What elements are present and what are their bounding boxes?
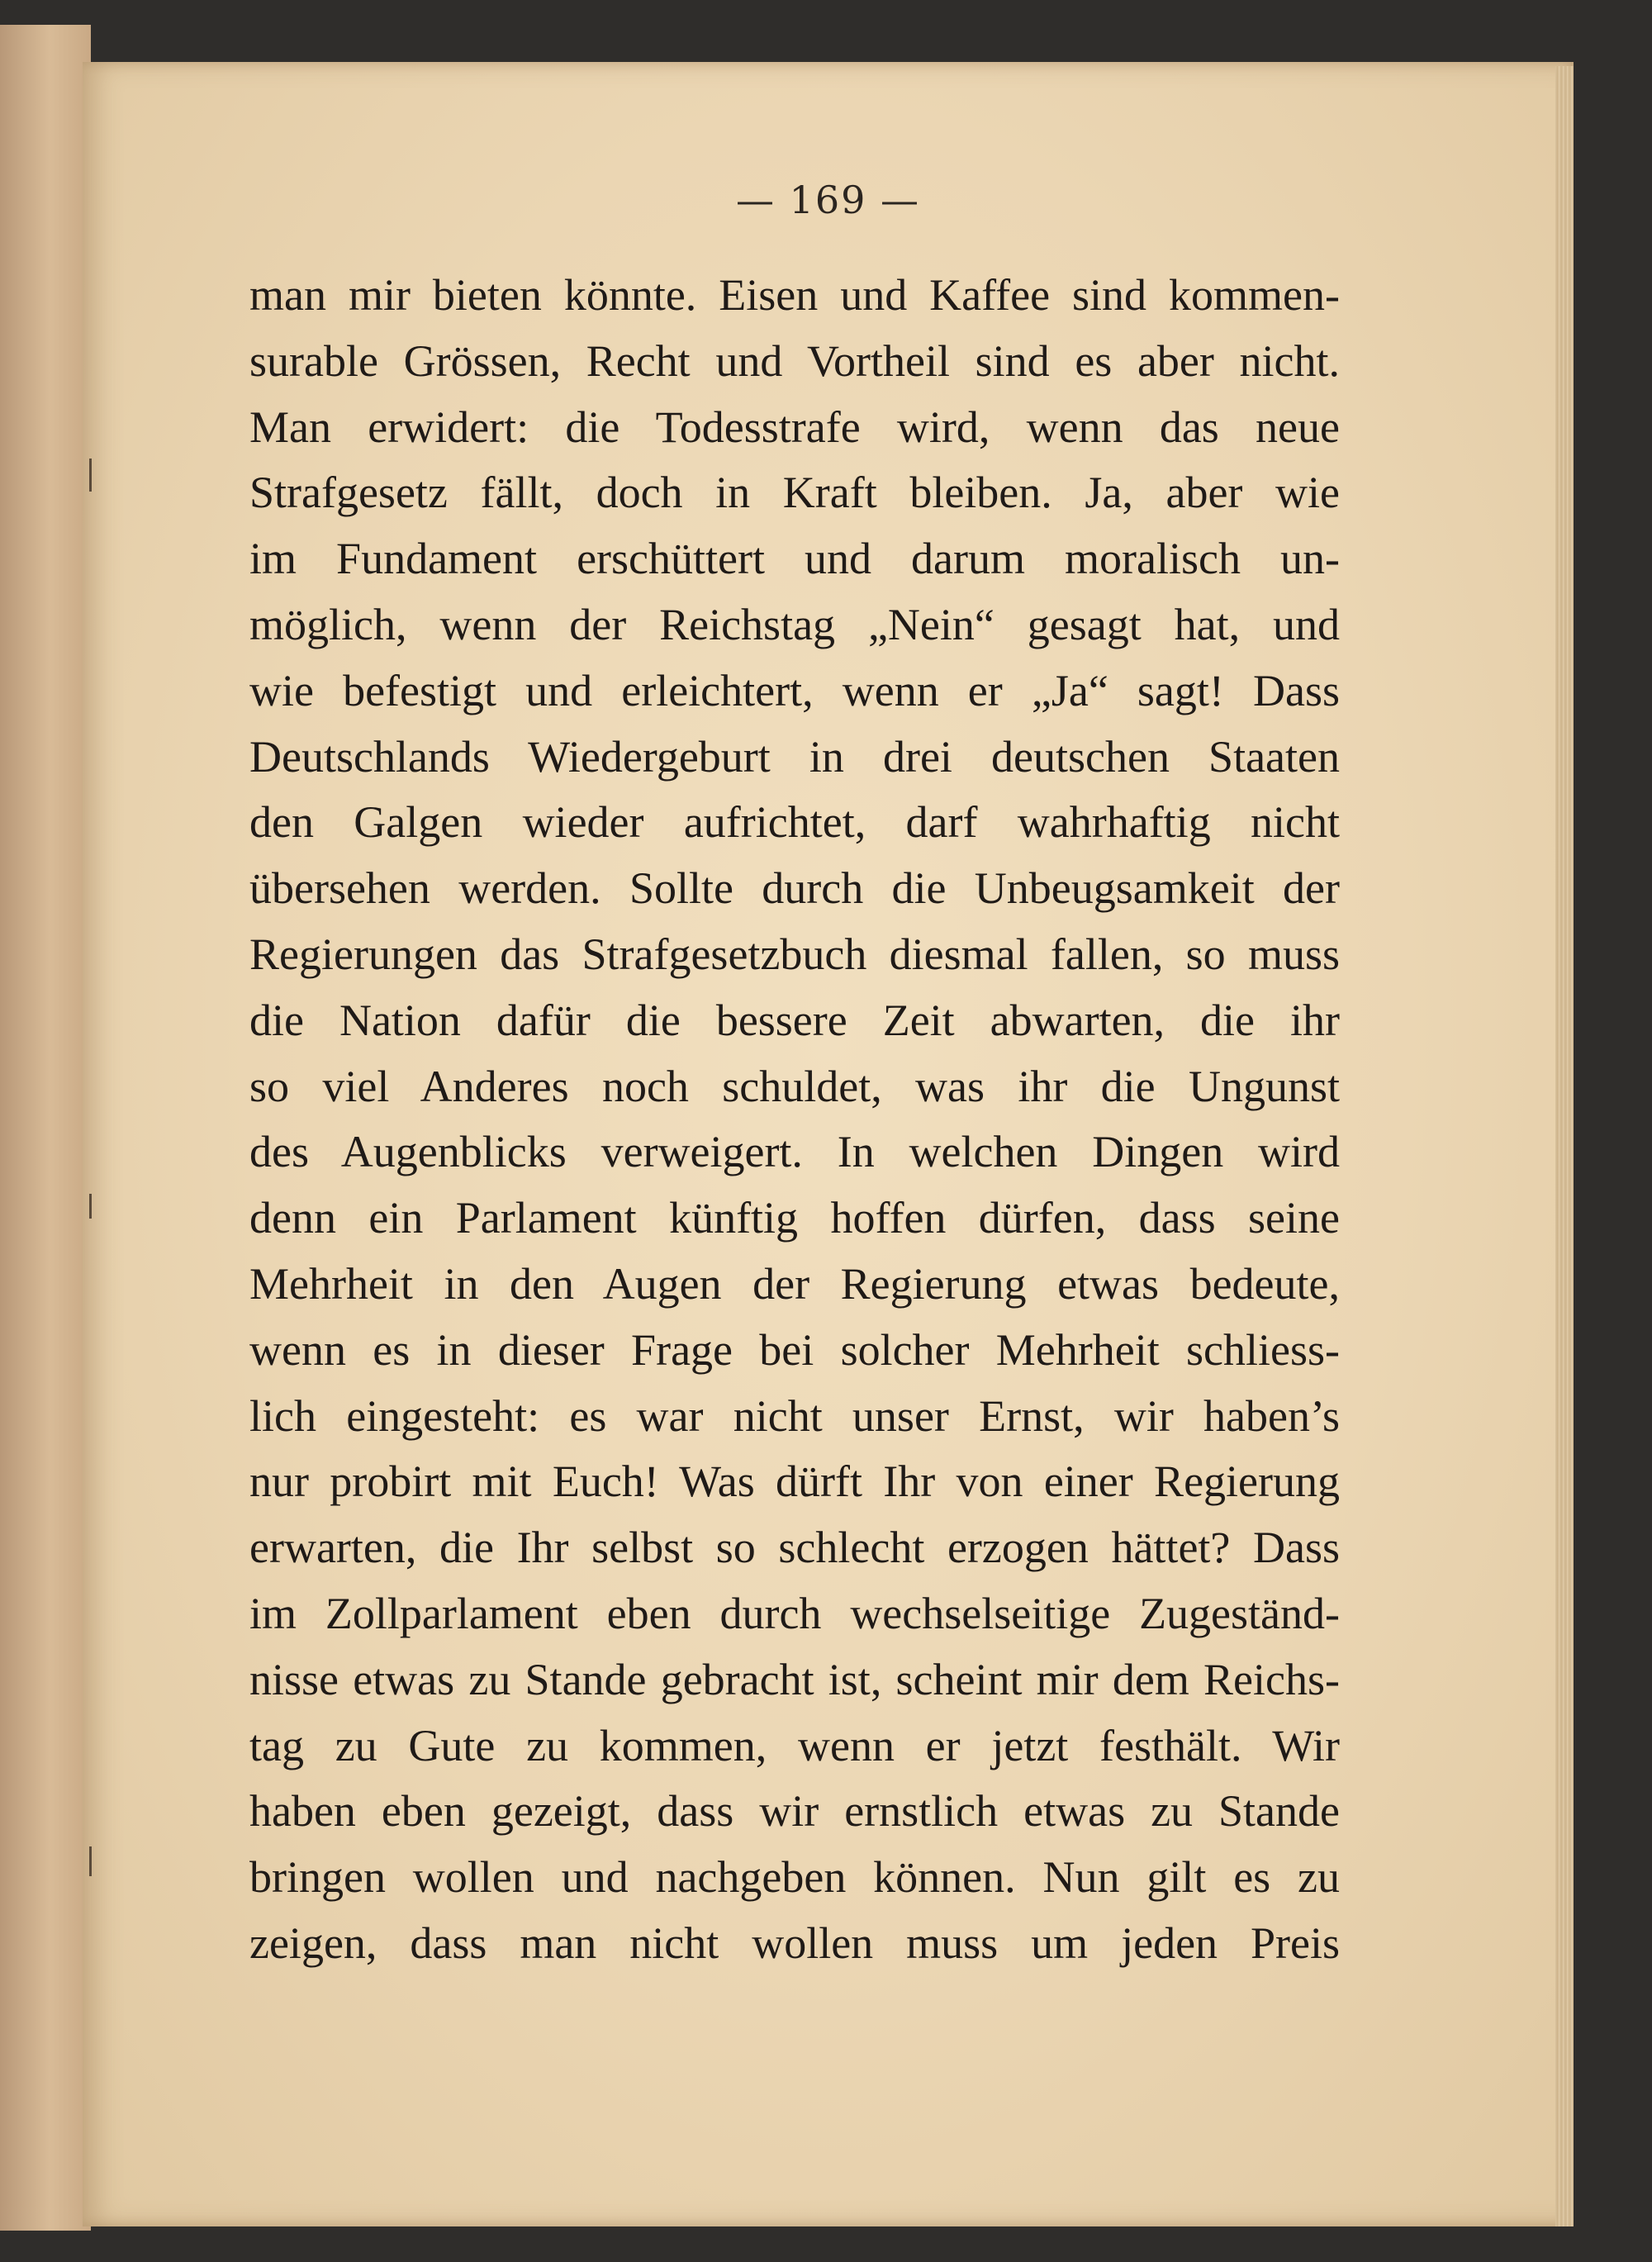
text-line: denn ein Parlament künftig hoffen dürfen, dass seine [249, 1193, 1340, 1243]
text-line: bringen wollen und nachgeben können. Nun gilt es zu [249, 1852, 1340, 1903]
text-line: im Fundament erschüttert und darum moralisch un- [249, 534, 1340, 584]
text-line: erwarten, die Ihr selbst so schlecht erzogen hättet? Dass [249, 1523, 1340, 1573]
text-line: übersehen werden. Sollte durch die Unbeugsamkeit der [249, 863, 1340, 914]
page-stack-edge [1555, 66, 1574, 2226]
text-line: den Galgen wieder aufrichtet, darf wahrhaftig nicht [249, 797, 1340, 848]
text-line: möglich, wenn der Reichstag „Nein“ gesagt hat, und [249, 599, 1340, 649]
text-line: tag zu Gute zu kommen, wenn er jetzt festhält. Wir [249, 1720, 1340, 1770]
text-line: Regierungen das Strafgesetzbuch diesmal fallen, so muss [249, 929, 1340, 979]
text-line: des Augenblicks verweigert. In welchen Dingen wird [249, 1127, 1340, 1177]
text-line: wenn es in dieser Frage bei solcher Mehrheit schliess- [249, 1324, 1340, 1375]
text-line: surable Grössen, Recht und Vortheil sind es aber nicht. [249, 335, 1340, 386]
text-line: Deutschlands Wiedergeburt in drei deutschen Staaten [249, 731, 1340, 782]
previous-page-edge [0, 25, 91, 2231]
text-line: haben eben gezeigt, dass wir ernstlich etwas zu Stande [249, 1786, 1340, 1837]
text-line: die Nation dafür die bessere Zeit abwarten, die ihr [249, 995, 1340, 1045]
text-line: so viel Anderes noch schuldet, was ihr die Ungunst [249, 1061, 1340, 1111]
text-line: Man erwidert: die Todesstrafe wird, wenn das neue [249, 402, 1340, 452]
text-line: Mehrheit in den Augen der Regierung etwas bedeute, [249, 1258, 1340, 1309]
text-line: zeigen, dass man nicht wollen muss um jeden Preis [249, 1917, 1340, 1968]
text-line: nur probirt mit Euch! Was dürft Ihr von einer Regierung [249, 1457, 1340, 1507]
text-line: im Zollparlament eben durch wechselseitige Zugeständ- [249, 1588, 1340, 1638]
text-line: wie befestigt und erleichtert, wenn er „Ja“ sagt! Dass [249, 665, 1340, 715]
text-line: Strafgesetz fällt, doch in Kraft bleiben. Ja, aber wie [249, 468, 1340, 518]
body-text [249, 263, 1340, 1977]
text-line: nisse etwas zu Stande gebracht ist, scheint mir dem Reichs- [249, 1654, 1340, 1704]
gutter-binding-marks [83, 62, 107, 2226]
text-line: man mir bieten könnte. Eisen und Kaffee sind kommen- [249, 270, 1340, 320]
page-number-header: — 169 — [735, 178, 921, 222]
text-line: lich eingesteht: es war nicht unser Ernst, wir haben’s [249, 1390, 1340, 1441]
